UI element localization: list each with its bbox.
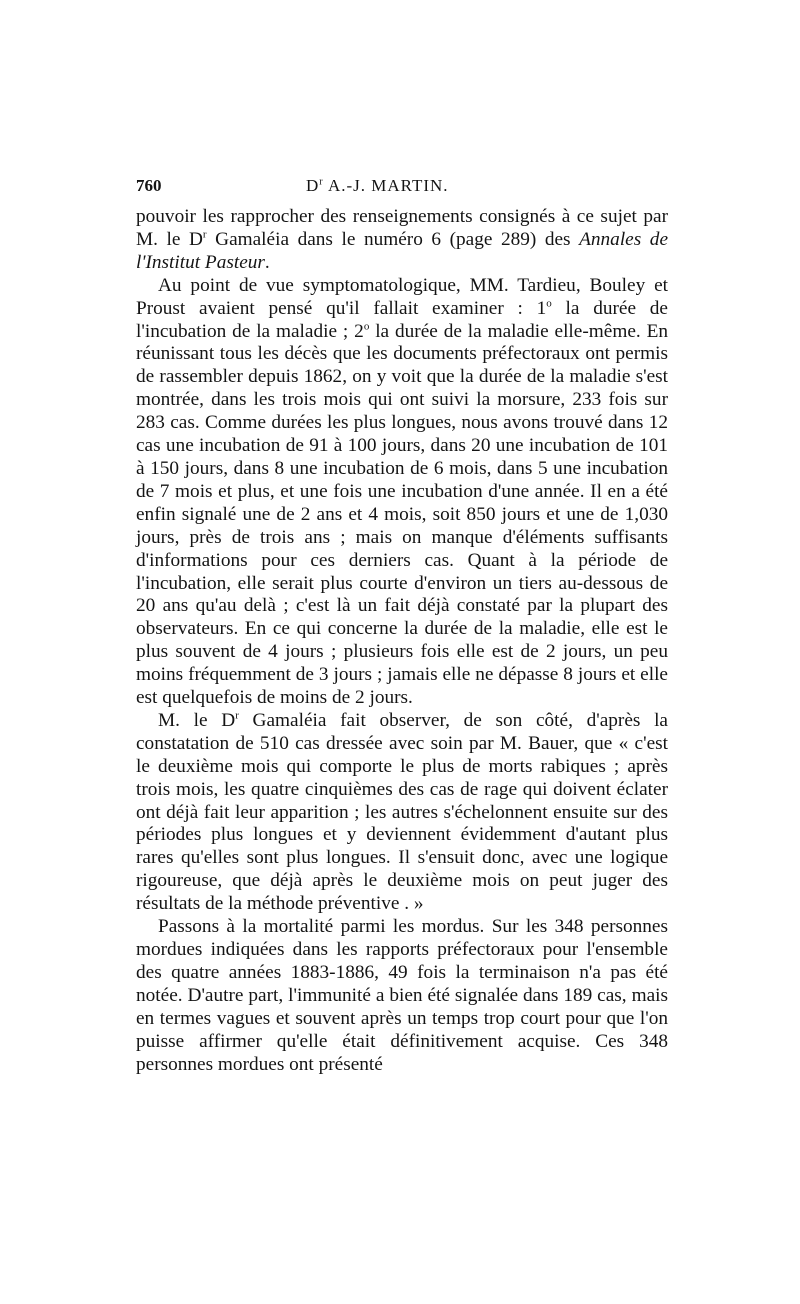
p2-text-b: la durée de l'incubation de la maladie ; 2 <box>136 297 668 342</box>
p3-text-b: Gamaléia fait observer, de son côté, d'après la constatation de 510 cas dressée avec soin par M. Bauer, que « c'est le deuxième mois qui comporte le plus de morts rabiques ; après trois mois, les quatre cinquièmes des cas de rage qui doivent éclater ont déjà fait leur apparition ; les autres s'échelonnent ensuite sur des périodes plus longues et y deviennent évidemment d'autant plus rares qu'elles sont plus longues. Il s'ensuit donc, avec une logique rigoureuse, que déjà après le deuxième mois on peut juger des résultats de la méthode préventive . » <box>136 709 668 915</box>
p3-sup: r <box>235 709 239 722</box>
author-prefix-sup: r <box>319 176 324 188</box>
p1-sup: r <box>202 228 207 241</box>
p2-sup-2: o <box>363 320 370 333</box>
paragraph-3 <box>136 710 668 916</box>
book-page <box>136 172 668 1076</box>
p1-text-c: . <box>264 251 270 273</box>
p1-text-b: Gamaléia dans le numéro 6 (page 289) des <box>206 228 580 250</box>
author-name: A.-J. MARTIN. <box>327 176 449 195</box>
p1-text-a: pouvoir les rapprocher des renseignements consignés à ce sujet par M. le D <box>136 206 668 250</box>
page-header <box>136 172 668 202</box>
page-number: 760 <box>136 176 162 195</box>
body-text <box>136 206 668 1076</box>
paragraph-1 <box>136 206 668 275</box>
p3-text-a: M. le D <box>158 709 236 731</box>
p2-text-c: la durée de la maladie elle-même. En réunissant tous les décès que les documents préfectoraux ont permis de rassembler depuis 1862, on y voit que la durée de la maladie s'est montrée, dans les trois mois qui ont suivi la morsure, 233 fois sur 283 cas. Comme durées les plus longues, nous avons trouvé dans 12 cas une incubation de 91 à 100 jours, dans 20 une incubation de 101 à 150 jours, dans 8 une incubation de 6 mois, dans 5 une incubation de 7 mois et plus, et une fois une incubation d'une année. Il en a été enfin signalé une de 2 ans et 4 mois, soit 850 jours et une de 1,030 jours, près de trois ans ; mais on manque d'éléments suffisants d'informations pour ces derniers cas. Quant à la période de l'incubation, elle serait plus courte d'environ un tiers au-dessous de 20 ans qu'au delà ; c'est là un fait déjà constaté par la plupart des observateurs. En ce qui concerne la durée de la maladie, elle est le plus souvent de 4 jours ; plusieurs fois elle est de 2 jours, un peu moins fréquemment de 3 jours ; jamais elle ne dépasse 8 jours et elle est quelquefois de moins de 2 jours. <box>136 320 669 709</box>
p2-sup-1: o <box>546 297 552 310</box>
author-prefix: D <box>306 176 320 195</box>
running-head <box>306 176 449 196</box>
p2-text-a: Au point de vue symptomatologique, MM. Tardieu, Bouley et Proust avaient pensé qu'il fallait examiner : 1 <box>136 274 668 319</box>
paragraph-4 <box>136 916 668 1076</box>
journal-title: Annales de l'Institut Pasteur <box>136 228 668 273</box>
p4-text: Passons à la mortalité parmi les mordus. Sur les 348 personnes mordues indiquées dans les rapports préfectoraux pour l'ensemble des quatre années 1883-1886, 49 fois la terminaison n'a pas été notée. D'autre part, l'immunité a bien été signalée dans 189 cas, mais en termes vagues et souvent après un temps trop court pour que l'on puisse affirmer qu'elle était définitivement acquise. Ces 348 personnes mordues ont présenté <box>136 916 668 1075</box>
paragraph-2 <box>136 275 668 710</box>
